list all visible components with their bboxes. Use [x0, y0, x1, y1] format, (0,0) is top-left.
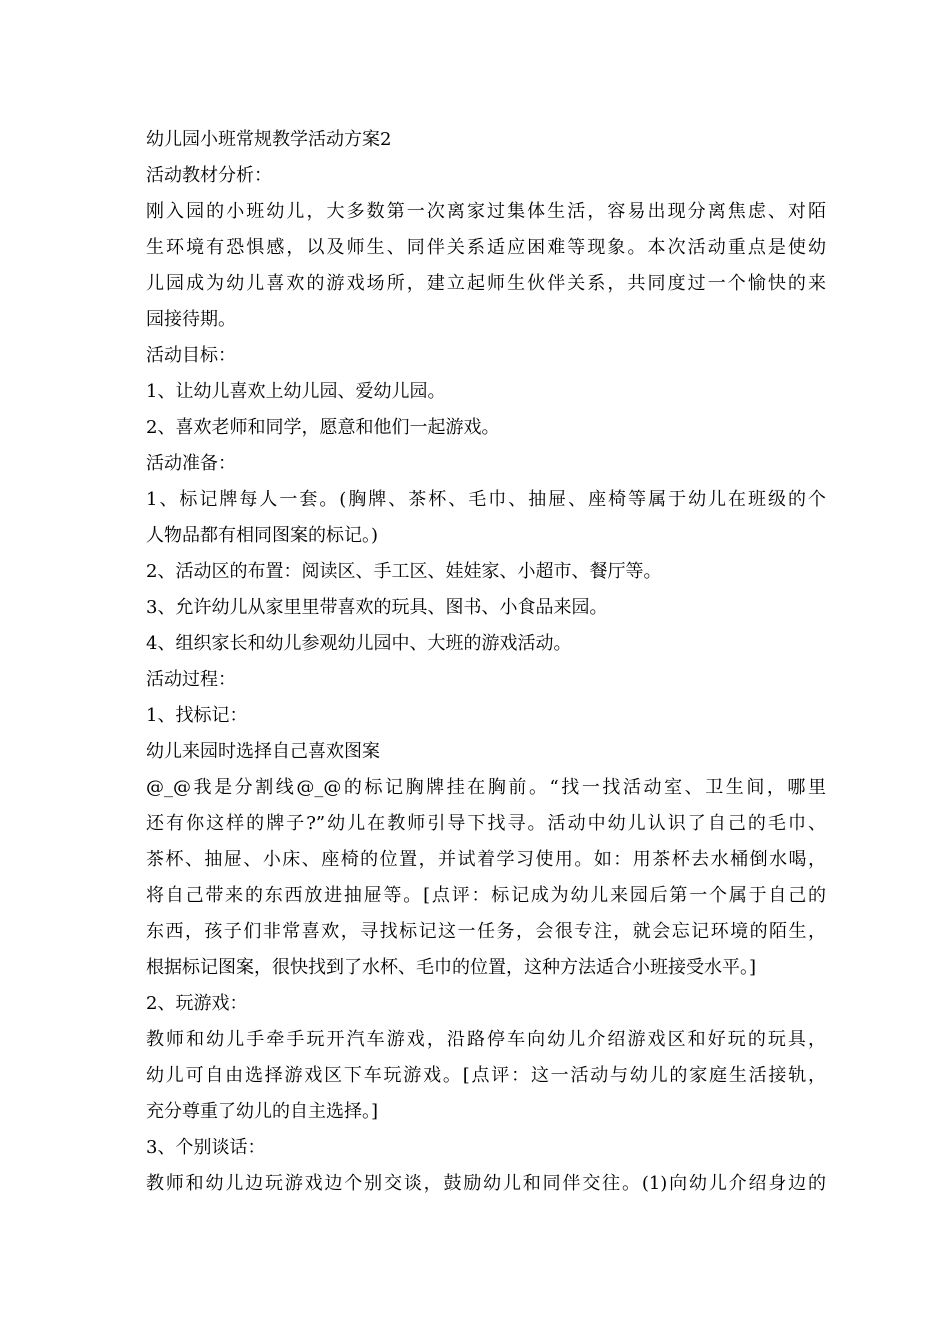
- paragraph-line: 儿园成为幼儿喜欢的游戏场所，建立起师生伙伴关系，共同度过一个愉快的来: [146, 273, 826, 294]
- paragraph-line: @_@我是分割线@_@的标记胸牌挂在胸前。“找一找活动室、卫生间，哪里: [146, 777, 826, 798]
- list-item: 2、喜欢老师和同学，愿意和他们一起游戏。: [146, 417, 500, 438]
- list-item: 人物品都有相同图案的标记。): [146, 525, 379, 546]
- list-item: 4、组织家长和幼儿参观幼儿园中、大班的游戏活动。: [146, 633, 572, 654]
- paragraph-line: 园接待期。: [146, 309, 236, 330]
- list-item: 3、允许幼儿从家里里带喜欢的玩具、图书、小食品来园。: [146, 597, 608, 618]
- section-heading: 活动目标：: [146, 345, 236, 366]
- document-body: [146, 122, 826, 1202]
- paragraph-line: 将自己带来的东西放进抽屉等。[点评：标记成为幼儿来园后第一个属于自己的: [146, 885, 826, 906]
- step-heading: 2、玩游戏：: [146, 993, 248, 1014]
- section-heading: 活动过程：: [146, 669, 236, 690]
- paragraph-line: 充分尊重了幼儿的自主选择。]: [146, 1101, 379, 1122]
- paragraph-line: 茶杯、抽屉、小床、座椅的位置，并试着学习使用。如：用茶杯去水桶倒水喝，: [146, 849, 826, 870]
- paragraph-line: 东西，孩子们非常喜欢，寻找标记这一任务，会很专注，就会忘记环境的陌生，: [146, 921, 826, 942]
- paragraph-line: 刚入园的小班幼儿，大多数第一次离家过集体生活，容易出现分离焦虑、对陌: [146, 201, 826, 222]
- section-heading: 活动准备：: [146, 453, 236, 474]
- list-item: 2、活动区的布置：阅读区、手工区、娃娃家、小超市、餐厅等。: [146, 561, 662, 582]
- step-heading: 3、个别谈话：: [146, 1137, 266, 1158]
- list-item: 1、标记牌每人一套。(胸牌、茶杯、毛巾、抽屉、座椅等属于幼儿在班级的个: [146, 489, 826, 510]
- list-item: 1、让幼儿喜欢上幼儿园、爱幼儿园。: [146, 381, 446, 402]
- paragraph-line: 生环境有恐惧感，以及师生、同伴关系适应困难等现象。本次活动重点是使幼: [146, 237, 826, 258]
- paragraph-line: 教师和幼儿边玩游戏边个别交谈，鼓励幼儿和同伴交往。(1)向幼儿介绍身边的: [146, 1173, 826, 1194]
- paragraph-line: 还有你这样的牌子?”幼儿在教师引导下找寻。活动中幼儿认识了自己的毛巾、: [146, 813, 826, 834]
- section-heading: 活动教材分析：: [146, 165, 272, 186]
- document-title: 幼儿园小班常规教学活动方案2: [146, 129, 392, 150]
- paragraph-line: 教师和幼儿手牵手玩开汽车游戏，沿路停车向幼儿介绍游戏区和好玩的玩具，: [146, 1029, 826, 1050]
- paragraph-line: 根据标记图案，很快找到了水杯、毛巾的位置，这种方法适合小班接受水平。]: [146, 957, 757, 978]
- paragraph-line: 幼儿可自由选择游戏区下车玩游戏。[点评：这一活动与幼儿的家庭生活接轨，: [146, 1065, 826, 1086]
- paragraph-line: 幼儿来园时选择自己喜欢图案: [146, 741, 380, 762]
- step-heading: 1、找标记：: [146, 705, 248, 726]
